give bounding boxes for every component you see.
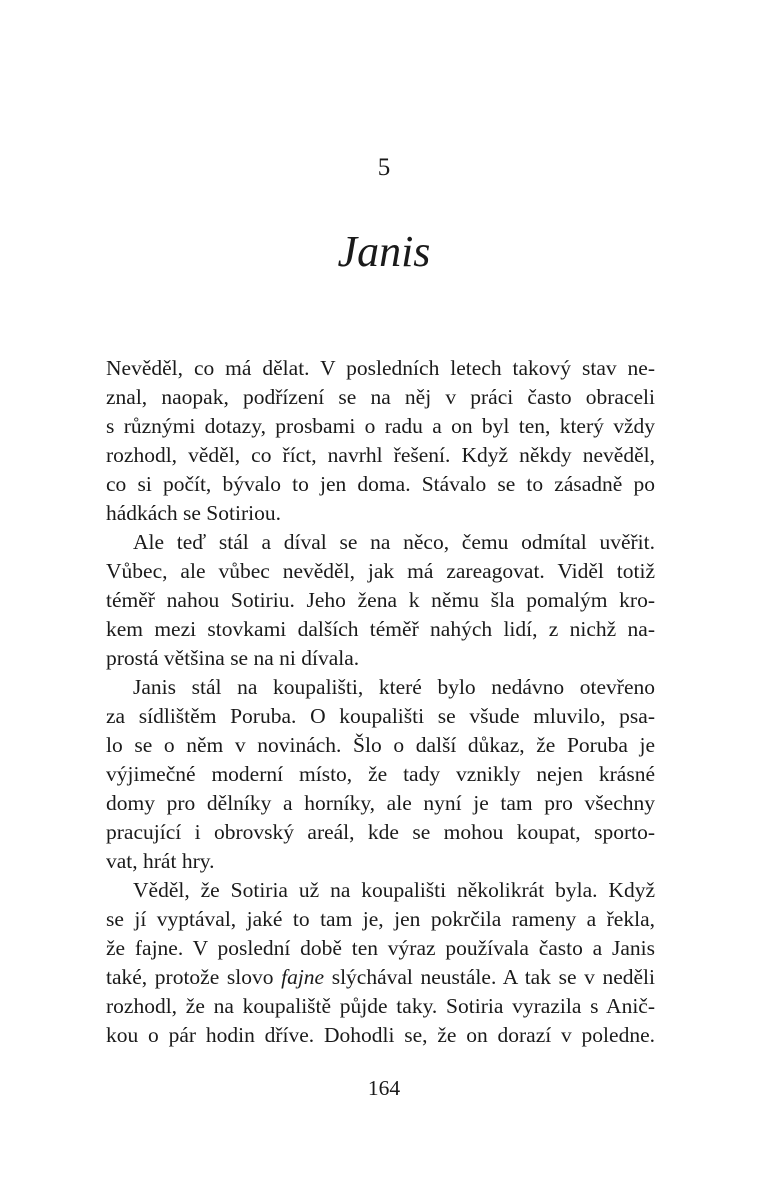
text-line: pracující i obrovský areál, kde se mohou koupat, sporto-	[106, 820, 655, 844]
text-line: rozhodl, věděl, co říct, navrhl řešení. Když někdy nevěděl,	[106, 443, 655, 467]
text-fragment: slýchával neustále. A tak se v neděli	[324, 965, 656, 989]
chapter-number: 5	[377, 154, 391, 181]
text-line: za sídlištěm Poruba. O koupališti se všude mluvilo, psa-	[106, 704, 655, 728]
text-line: se jí vyptával, jaké to tam je, jen pokrčila rameny a řekla,	[106, 907, 655, 931]
chapter-body	[106, 354, 655, 1050]
text-line: kem mezi stovkami dalších téměř nahých lidí, z nichž na-	[106, 617, 655, 641]
text-line: co si počít, bývalo to jen doma. Stávalo se to zásadně po	[106, 472, 655, 496]
text-line: Vůbec, ale vůbec nevěděl, jak má zareagovat. Viděl totiž	[106, 559, 655, 583]
text-line: Janis stál na koupališti, které bylo nedávno otevřeno	[133, 675, 655, 699]
text-line: že fajne. V poslední době ten výraz používala často a Janis	[106, 936, 655, 960]
text-line: prostá většina se na ni dívala.	[106, 646, 360, 670]
text-line: hádkách se Sotiriou.	[106, 501, 281, 525]
chapter-title: Janis	[337, 227, 431, 276]
text-line: kou o pár hodin dříve. Dohodli se, že on dorazí v poledne.	[106, 1023, 655, 1047]
text-line: s různými dotazy, prosbami o radu a on byl ten, který vždy	[106, 414, 655, 438]
text-fragment: také, protože slovo	[106, 965, 282, 989]
text-line: výjimečné moderní místo, že tady vznikly nejen krásné	[106, 762, 655, 786]
text-line: Věděl, že Sotiria už na koupališti několikrát byla. Když	[133, 878, 655, 902]
text-line: Nevěděl, co má dělat. V posledních letech takový stav ne-	[106, 356, 655, 380]
emphasized-word: fajne	[281, 965, 325, 989]
text-line: Ale teď stál a díval se na něco, čemu odmítal uvěřit.	[133, 530, 655, 554]
text-line: lo se o něm v novinách. Šlo o další důkaz, že Poruba je	[106, 733, 655, 757]
text-line: domy pro dělníky a horníky, ale nyní je tam pro všechny	[106, 791, 655, 815]
text-line	[106, 963, 655, 992]
text-line: téměř nahou Sotiriu. Jeho žena k němu šla pomalým kro-	[106, 588, 655, 612]
page-number: 164	[367, 1076, 401, 1100]
text-line: znal, naopak, podřízení se na něj v práci často obraceli	[106, 385, 655, 409]
text-line: vat, hrát hry.	[106, 849, 215, 873]
text-line: rozhodl, že na koupaliště půjde taky. Sotiria vyrazila s Anič-	[106, 994, 655, 1018]
